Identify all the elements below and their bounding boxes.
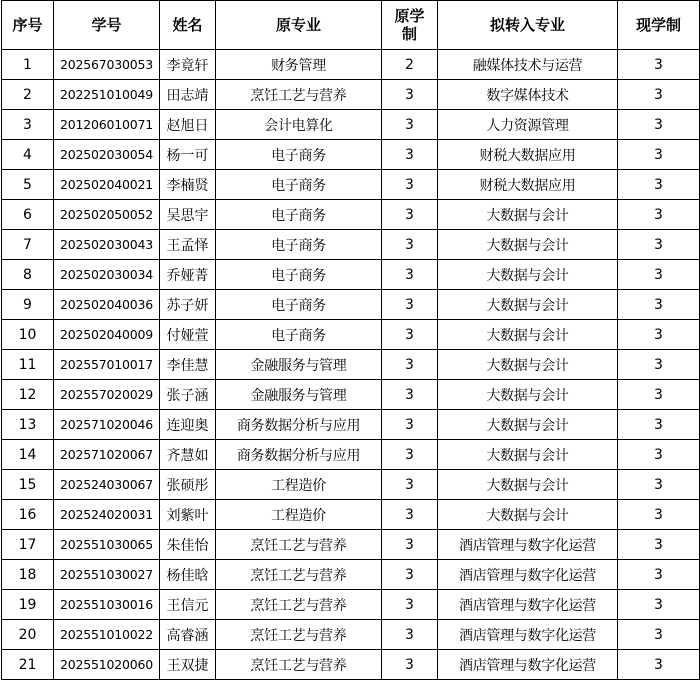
cell-student-id: 202551020060: [54, 650, 160, 680]
table-row: [2, 170, 700, 200]
cell-seq: 21: [2, 650, 54, 680]
cell-new-years: 3: [618, 440, 700, 470]
cell-name: 李佳慧: [160, 350, 216, 380]
cell-orig-major: 电子商务: [216, 140, 382, 170]
cell-orig-major: 商务数据分析与应用: [216, 410, 382, 440]
table-row: [2, 590, 700, 620]
cell-name: 付娅萱: [160, 320, 216, 350]
table-row: [2, 560, 700, 590]
cell-seq: 5: [2, 170, 54, 200]
cell-orig-major: 电子商务: [216, 200, 382, 230]
cell-seq: 18: [2, 560, 54, 590]
col-header-name: 姓名: [160, 1, 216, 50]
cell-orig-major: 商务数据分析与应用: [216, 440, 382, 470]
cell-orig-years: 3: [382, 200, 438, 230]
table-row: [2, 440, 700, 470]
table-row: [2, 110, 700, 140]
cell-target-major: 大数据与会计: [438, 500, 618, 530]
cell-student-id: 201206010071: [54, 110, 160, 140]
cell-orig-years: 3: [382, 440, 438, 470]
cell-name: 乔娅菁: [160, 260, 216, 290]
cell-orig-years: 3: [382, 650, 438, 680]
table-body: [2, 50, 700, 680]
cell-student-id: 202502030054: [54, 140, 160, 170]
cell-new-years: 3: [618, 110, 700, 140]
cell-new-years: 3: [618, 500, 700, 530]
table-row: [2, 500, 700, 530]
cell-target-major: 融媒体技术与运营: [438, 50, 618, 80]
cell-seq: 7: [2, 230, 54, 260]
cell-target-major: 酒店管理与数字化运营: [438, 530, 618, 560]
cell-target-major: 大数据与会计: [438, 200, 618, 230]
cell-orig-years: 3: [382, 500, 438, 530]
cell-orig-years: 3: [382, 350, 438, 380]
cell-orig-years: 3: [382, 590, 438, 620]
cell-orig-major: 电子商务: [216, 290, 382, 320]
cell-new-years: 3: [618, 320, 700, 350]
cell-seq: 1: [2, 50, 54, 80]
cell-seq: 14: [2, 440, 54, 470]
cell-seq: 19: [2, 590, 54, 620]
cell-name: 张硕彤: [160, 470, 216, 500]
table-row: [2, 140, 700, 170]
cell-new-years: 3: [618, 620, 700, 650]
cell-seq: 17: [2, 530, 54, 560]
cell-orig-years: 3: [382, 80, 438, 110]
cell-orig-major: 烹饪工艺与营养: [216, 80, 382, 110]
cell-name: 杨佳晗: [160, 560, 216, 590]
cell-new-years: 3: [618, 530, 700, 560]
cell-orig-major: 工程造价: [216, 500, 382, 530]
cell-orig-years: 3: [382, 290, 438, 320]
cell-name: 刘紫叶: [160, 500, 216, 530]
cell-new-years: 3: [618, 590, 700, 620]
cell-new-years: 3: [618, 140, 700, 170]
cell-name: 苏子妍: [160, 290, 216, 320]
cell-student-id: 202502040036: [54, 290, 160, 320]
cell-orig-years: 3: [382, 320, 438, 350]
cell-name: 连迎奥: [160, 410, 216, 440]
cell-student-id: 202502030034: [54, 260, 160, 290]
cell-seq: 20: [2, 620, 54, 650]
cell-name: 李竟轩: [160, 50, 216, 80]
table-row: [2, 320, 700, 350]
transfer-table: [1, 0, 700, 680]
cell-orig-major: 金融服务与管理: [216, 380, 382, 410]
cell-name: 朱佳怡: [160, 530, 216, 560]
cell-student-id: 202502050052: [54, 200, 160, 230]
col-header-orig-years: [382, 1, 438, 50]
cell-target-major: 大数据与会计: [438, 380, 618, 410]
cell-student-id: 202502040021: [54, 170, 160, 200]
cell-target-major: 财税大数据应用: [438, 140, 618, 170]
cell-orig-years: 3: [382, 410, 438, 440]
cell-new-years: 3: [618, 470, 700, 500]
cell-orig-major: 烹饪工艺与营养: [216, 560, 382, 590]
cell-target-major: 财税大数据应用: [438, 170, 618, 200]
cell-orig-years: 3: [382, 380, 438, 410]
cell-orig-major: 电子商务: [216, 170, 382, 200]
cell-orig-major: 金融服务与管理: [216, 350, 382, 380]
cell-seq: 9: [2, 290, 54, 320]
cell-seq: 2: [2, 80, 54, 110]
col-header-student-id: 学号: [54, 1, 160, 50]
cell-orig-years: 3: [382, 110, 438, 140]
cell-name: 高睿涵: [160, 620, 216, 650]
cell-orig-years: 3: [382, 620, 438, 650]
table-row: [2, 410, 700, 440]
cell-orig-major: 会计电算化: [216, 110, 382, 140]
col-header-target-major: 拟转入专业: [438, 1, 618, 50]
cell-orig-major: 烹饪工艺与营养: [216, 530, 382, 560]
cell-seq: 10: [2, 320, 54, 350]
cell-name: 李楠贤: [160, 170, 216, 200]
col-header-seq: 序号: [2, 1, 54, 50]
cell-target-major: 人力资源管理: [438, 110, 618, 140]
cell-orig-major: 电子商务: [216, 230, 382, 260]
cell-new-years: 3: [618, 200, 700, 230]
cell-name: 吴思宇: [160, 200, 216, 230]
cell-new-years: 3: [618, 50, 700, 80]
cell-name: 王双捷: [160, 650, 216, 680]
cell-new-years: 3: [618, 230, 700, 260]
cell-name: 齐慧如: [160, 440, 216, 470]
cell-new-years: 3: [618, 380, 700, 410]
table-row: [2, 650, 700, 680]
cell-target-major: 酒店管理与数字化运营: [438, 620, 618, 650]
table-row: [2, 290, 700, 320]
cell-orig-years: 3: [382, 560, 438, 590]
cell-student-id: 202524020031: [54, 500, 160, 530]
table-row: [2, 620, 700, 650]
cell-name: 王孟怿: [160, 230, 216, 260]
cell-target-major: 数字媒体技术: [438, 80, 618, 110]
cell-orig-years: 3: [382, 260, 438, 290]
cell-student-id: 202251010049: [54, 80, 160, 110]
cell-new-years: 3: [618, 290, 700, 320]
cell-target-major: 大数据与会计: [438, 350, 618, 380]
cell-orig-major: 烹饪工艺与营养: [216, 590, 382, 620]
cell-new-years: 3: [618, 410, 700, 440]
cell-orig-years: 3: [382, 140, 438, 170]
cell-new-years: 3: [618, 260, 700, 290]
table-row: [2, 470, 700, 500]
cell-seq: 3: [2, 110, 54, 140]
table-row: [2, 350, 700, 380]
cell-student-id: 202551030016: [54, 590, 160, 620]
cell-orig-major: 财务管理: [216, 50, 382, 80]
cell-orig-major: 工程造价: [216, 470, 382, 500]
col-header-new-years: 现学制: [618, 1, 700, 50]
cell-student-id: 202571020067: [54, 440, 160, 470]
cell-student-id: 202502040009: [54, 320, 160, 350]
cell-student-id: 202551010022: [54, 620, 160, 650]
cell-new-years: 3: [618, 80, 700, 110]
cell-target-major: 酒店管理与数字化运营: [438, 560, 618, 590]
cell-student-id: 202557010017: [54, 350, 160, 380]
cell-target-major: 大数据与会计: [438, 320, 618, 350]
cell-name: 杨一可: [160, 140, 216, 170]
cell-orig-years: 3: [382, 470, 438, 500]
cell-seq: 12: [2, 380, 54, 410]
cell-seq: 13: [2, 410, 54, 440]
cell-seq: 8: [2, 260, 54, 290]
cell-new-years: 3: [618, 650, 700, 680]
cell-name: 赵旭日: [160, 110, 216, 140]
cell-student-id: 202557020029: [54, 380, 160, 410]
cell-target-major: 大数据与会计: [438, 410, 618, 440]
cell-student-id: 202567030053: [54, 50, 160, 80]
cell-target-major: 酒店管理与数字化运营: [438, 590, 618, 620]
cell-seq: 16: [2, 500, 54, 530]
cell-orig-major: 电子商务: [216, 260, 382, 290]
header-row: [2, 1, 700, 50]
cell-new-years: 3: [618, 560, 700, 590]
table-row: [2, 200, 700, 230]
cell-target-major: 大数据与会计: [438, 290, 618, 320]
cell-name: 王信元: [160, 590, 216, 620]
cell-seq: 11: [2, 350, 54, 380]
cell-new-years: 3: [618, 170, 700, 200]
col-header-orig-years-line1: 原学: [394, 7, 425, 25]
cell-student-id: 202551030065: [54, 530, 160, 560]
cell-target-major: 大数据与会计: [438, 230, 618, 260]
cell-seq: 6: [2, 200, 54, 230]
cell-orig-major: 烹饪工艺与营养: [216, 620, 382, 650]
cell-student-id: 202502030043: [54, 230, 160, 260]
col-header-orig-major: 原专业: [216, 1, 382, 50]
cell-orig-major: 烹饪工艺与营养: [216, 650, 382, 680]
cell-orig-years: 3: [382, 530, 438, 560]
cell-orig-years: 3: [382, 230, 438, 260]
cell-new-years: 3: [618, 350, 700, 380]
cell-orig-years: 3: [382, 170, 438, 200]
cell-name: 张子涵: [160, 380, 216, 410]
cell-student-id: 202524030067: [54, 470, 160, 500]
cell-orig-years: 2: [382, 50, 438, 80]
cell-target-major: 大数据与会计: [438, 260, 618, 290]
col-header-orig-years-line2: 制: [401, 25, 417, 43]
table-row: [2, 380, 700, 410]
cell-target-major: 大数据与会计: [438, 470, 618, 500]
cell-seq: 15: [2, 470, 54, 500]
cell-target-major: 大数据与会计: [438, 440, 618, 470]
table-row: [2, 230, 700, 260]
cell-target-major: 酒店管理与数字化运营: [438, 650, 618, 680]
cell-student-id: 202551030027: [54, 560, 160, 590]
cell-name: 田志靖: [160, 80, 216, 110]
table-row: [2, 80, 700, 110]
cell-orig-major: 电子商务: [216, 320, 382, 350]
cell-student-id: 202571020046: [54, 410, 160, 440]
table-row: [2, 50, 700, 80]
table-row: [2, 530, 700, 560]
cell-seq: 4: [2, 140, 54, 170]
table-row: [2, 260, 700, 290]
